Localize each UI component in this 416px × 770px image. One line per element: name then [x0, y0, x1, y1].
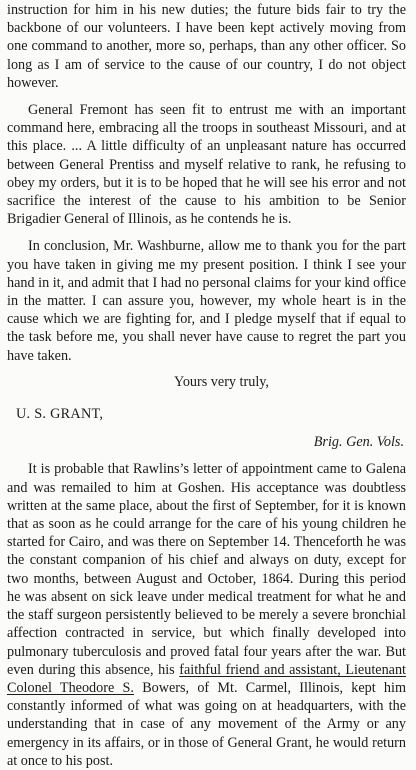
narrative-underlined-text: faithful friend and assistant, Lieutenant Colonel Theodore S.	[7, 661, 406, 696]
letter-signature: U. S. GRANT,	[16, 406, 104, 423]
narrative-text-end: Bowers, of Mt. Carmel, Illinois, kept him constantly informed of what was going on at headquarters, with the understanding that in case of any movement of the Army or any emergency in its affairs, or in those of General Grant, he would return at once to his post.	[7, 679, 407, 769]
letter-signature-rank: Brig. Gen. Vols.	[313, 434, 404, 451]
letter-paragraph-fremont: General Fremont has seen fit to entrust me with an important command here, embracing all the troops in southeast Missouri, and at this place. ... A little difficulty of an unpleasant nature has occurred between General Prentiss and myself relative to rank, he refusing to obey my orders, but it is to be hoped that he will see his error and not sacrifice the interest of the cause to his ambition to be Senior Brigadier General of Illinois, as he contends he is.	[7, 102, 406, 228]
letter-paragraph-conclusion: In conclusion, Mr. Washburne, allow me to thank you for the part you have taken in giving me my present position. I think I see your hand in it, and admit that I had no personal claims for your kind office in the matter. I can assure you, however, my whole heart is in the cause which we are fighting for, and I pledge myself that if equal to the task before me, you shall never have cause to regret the part you have taken.	[7, 238, 406, 364]
narrative-paragraph	[7, 460, 406, 769]
letter-closing: Yours very truly,	[174, 373, 269, 390]
letter-paragraph-continued: instruction for him in his new duties; the future bids fair to try the backbone of our volunteers. I have been kept actively moving from one command to another, more so, perhaps, than any other officer. So long as I am of service to the cause of our country, I do not object however.	[7, 2, 406, 91]
narrative-text-start: It is probable that Rawlins’s letter of appointment came to Galena and was remailed to him at Goshen. His acceptance was doubtless written at the same place, about the first of September, for it is known that as soon as he could arrange for the care of his young children he started for Cairo, and was there on September 14. Thenceforth he was the constant companion of his chief and always on duty, except for two months, between August and October, 1864. During this period he was absent on sick leave under medical treatment for what he and the staff surgeon persistently believed to be merely a severe bronchial affection contracted in service, but which finally developed into pulmonary tuberculosis and proved fatal four years after the war. But even during this absence, his	[7, 461, 406, 678]
